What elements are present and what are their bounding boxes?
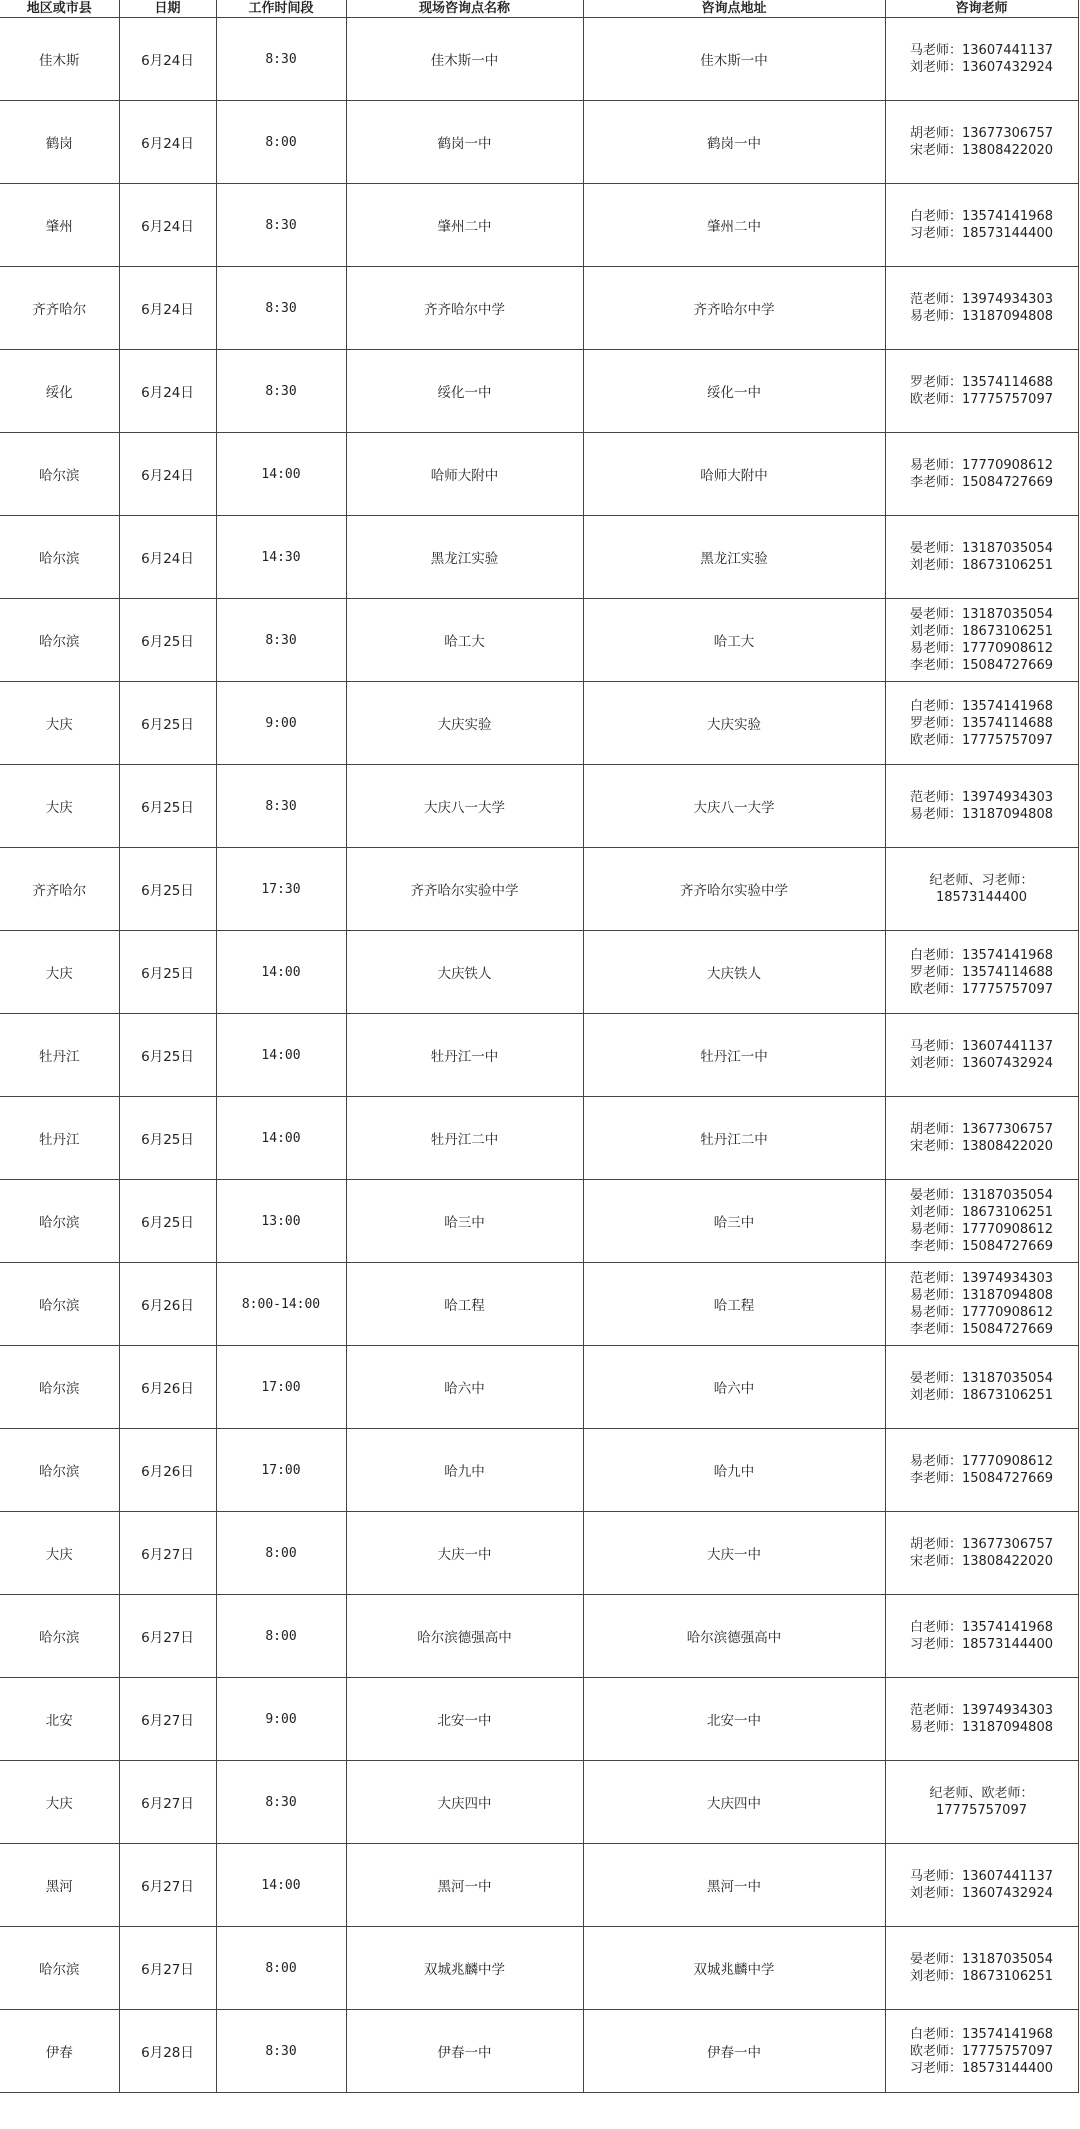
teacher-contact: 易老师：13187094808 — [910, 1288, 1053, 1303]
address-cell: 绥化一中 — [583, 350, 885, 433]
address-cell: 北安一中 — [583, 1678, 885, 1761]
teacher-contact: 易老师：13187094808 — [910, 309, 1053, 324]
teacher-contact: 李老师：15084727669 — [910, 1322, 1053, 1337]
date-cell: 6月25日 — [119, 1097, 216, 1180]
date-cell: 6月24日 — [119, 18, 216, 101]
date-cell: 6月25日 — [119, 848, 216, 931]
date-cell: 6月24日 — [119, 267, 216, 350]
site-name-cell: 牡丹江二中 — [346, 1097, 583, 1180]
date-cell: 6月24日 — [119, 350, 216, 433]
time-cell: 8:30 — [216, 184, 346, 267]
teachers-cell — [885, 516, 1078, 599]
teachers-cell — [885, 1927, 1078, 2010]
table-row — [0, 599, 1078, 682]
date-cell: 6月27日 — [119, 1761, 216, 1844]
teacher-contact: 宋老师：13808422020 — [910, 143, 1053, 158]
site-name-cell: 哈工大 — [346, 599, 583, 682]
region-cell: 牡丹江 — [0, 1014, 119, 1097]
date-cell: 6月25日 — [119, 931, 216, 1014]
teacher-contact: 18573144400 — [936, 890, 1027, 905]
region-cell: 大庆 — [0, 1512, 119, 1595]
time-cell: 17:00 — [216, 1346, 346, 1429]
table-row — [0, 1761, 1078, 1844]
site-name-cell: 哈师大附中 — [346, 433, 583, 516]
teacher-contact: 宋老师：13808422020 — [910, 1139, 1053, 1154]
address-cell: 牡丹江二中 — [583, 1097, 885, 1180]
address-cell: 大庆铁人 — [583, 931, 885, 1014]
date-cell: 6月27日 — [119, 1678, 216, 1761]
teachers-cell — [885, 1014, 1078, 1097]
site-name-cell: 北安一中 — [346, 1678, 583, 1761]
date-cell: 6月24日 — [119, 101, 216, 184]
teacher-contact: 易老师：17770908612 — [910, 641, 1053, 656]
table-row — [0, 267, 1078, 350]
time-cell: 14:00 — [216, 1014, 346, 1097]
time-cell: 8:00 — [216, 1512, 346, 1595]
teacher-contact: 刘老师：18673106251 — [910, 1969, 1053, 1984]
table-row — [0, 1927, 1078, 2010]
region-cell: 齐齐哈尔 — [0, 848, 119, 931]
teacher-contact: 晏老师：13187035054 — [910, 1952, 1053, 1967]
site-name-cell: 齐齐哈尔中学 — [346, 267, 583, 350]
table-row — [0, 101, 1078, 184]
address-cell: 佳木斯一中 — [583, 18, 885, 101]
teachers-cell — [885, 1678, 1078, 1761]
teacher-contact: 范老师：13974934303 — [910, 292, 1053, 307]
teacher-contact: 胡老师：13677306757 — [910, 1122, 1053, 1137]
time-cell: 8:30 — [216, 18, 346, 101]
teacher-contact: 习老师：18573144400 — [910, 2060, 1053, 2076]
site-name-cell: 黑河一中 — [346, 1844, 583, 1927]
teachers-cell — [885, 2010, 1078, 2093]
teacher-contact: 欧老师：17775757097 — [910, 2043, 1053, 2059]
time-cell: 8:00 — [216, 1595, 346, 1678]
teacher-contact: 马老师：13607441137 — [910, 1039, 1053, 1054]
teachers-cell — [885, 1844, 1078, 1927]
date-cell: 6月25日 — [119, 599, 216, 682]
time-cell: 14:30 — [216, 516, 346, 599]
teacher-contact: 范老师：13974934303 — [910, 1271, 1053, 1286]
teacher-contact: 刘老师：18673106251 — [910, 624, 1053, 639]
address-cell: 双城兆麟中学 — [583, 1927, 885, 2010]
table-row — [0, 765, 1078, 848]
table-row — [0, 682, 1078, 765]
address-cell: 齐齐哈尔中学 — [583, 267, 885, 350]
teachers-cell — [885, 599, 1078, 682]
address-cell: 黑河一中 — [583, 1844, 885, 1927]
teachers-cell — [885, 1097, 1078, 1180]
teachers-cell — [885, 184, 1078, 267]
date-cell: 6月26日 — [119, 1346, 216, 1429]
address-cell: 哈工程 — [583, 1263, 885, 1346]
region-cell: 哈尔滨 — [0, 1927, 119, 2010]
teacher-contact: 李老师：15084727669 — [910, 658, 1053, 673]
header-time: 工作时间段 — [216, 0, 346, 18]
teacher-contact: 欧老师：17775757097 — [910, 981, 1053, 997]
region-cell: 哈尔滨 — [0, 1180, 119, 1263]
site-name-cell: 大庆八一大学 — [346, 765, 583, 848]
time-cell: 8:30 — [216, 2010, 346, 2093]
teacher-contact: 晏老师：13187035054 — [910, 607, 1053, 622]
date-cell: 6月24日 — [119, 184, 216, 267]
table-row — [0, 350, 1078, 433]
teacher-contact: 刘老师：18673106251 — [910, 1388, 1053, 1403]
header-date: 日期 — [119, 0, 216, 18]
region-cell: 大庆 — [0, 1761, 119, 1844]
table-row — [0, 1346, 1078, 1429]
teacher-contact: 胡老师：13677306757 — [910, 126, 1053, 141]
region-cell: 牡丹江 — [0, 1097, 119, 1180]
header-teachers: 咨询老师 — [885, 0, 1078, 18]
date-cell: 6月26日 — [119, 1263, 216, 1346]
teachers-cell — [885, 765, 1078, 848]
site-name-cell: 哈工程 — [346, 1263, 583, 1346]
time-cell: 9:00 — [216, 1678, 346, 1761]
teachers-cell — [885, 1429, 1078, 1512]
teachers-cell — [885, 682, 1078, 765]
table-row — [0, 18, 1078, 101]
region-cell: 伊春 — [0, 2010, 119, 2093]
date-cell: 6月25日 — [119, 765, 216, 848]
date-cell: 6月25日 — [119, 1180, 216, 1263]
time-cell: 14:00 — [216, 931, 346, 1014]
teacher-contact: 习老师：18573144400 — [910, 1637, 1053, 1652]
teachers-cell — [885, 18, 1078, 101]
address-cell: 哈尔滨德强高中 — [583, 1595, 885, 1678]
table-row — [0, 1097, 1078, 1180]
table-row — [0, 184, 1078, 267]
region-cell: 绥化 — [0, 350, 119, 433]
table-row — [0, 1512, 1078, 1595]
teacher-contact: 白老师：13574141968 — [910, 947, 1053, 963]
time-cell: 14:00 — [216, 1844, 346, 1927]
time-cell: 8:30 — [216, 599, 346, 682]
site-name-cell: 双城兆麟中学 — [346, 1927, 583, 2010]
site-name-cell: 大庆四中 — [346, 1761, 583, 1844]
region-cell: 大庆 — [0, 765, 119, 848]
site-name-cell: 大庆实验 — [346, 682, 583, 765]
table-row — [0, 1263, 1078, 1346]
teachers-cell — [885, 1180, 1078, 1263]
date-cell: 6月27日 — [119, 1595, 216, 1678]
address-cell: 齐齐哈尔实验中学 — [583, 848, 885, 931]
site-name-cell: 牡丹江一中 — [346, 1014, 583, 1097]
header-address: 咨询点地址 — [583, 0, 885, 18]
teacher-contact: 胡老师：13677306757 — [910, 1537, 1053, 1552]
address-cell: 哈工大 — [583, 599, 885, 682]
region-cell: 黑河 — [0, 1844, 119, 1927]
address-cell: 哈三中 — [583, 1180, 885, 1263]
teacher-contact: 晏老师：13187035054 — [910, 1371, 1053, 1386]
date-cell: 6月24日 — [119, 433, 216, 516]
table-row — [0, 931, 1078, 1014]
time-cell: 17:30 — [216, 848, 346, 931]
region-cell: 哈尔滨 — [0, 1595, 119, 1678]
teacher-contact: 罗老师：13574114688 — [910, 715, 1053, 731]
time-cell: 8:00 — [216, 101, 346, 184]
teacher-contact: 晏老师：13187035054 — [910, 1188, 1053, 1203]
teacher-contact: 马老师：13607441137 — [910, 1869, 1053, 1884]
table-row — [0, 1180, 1078, 1263]
region-cell: 哈尔滨 — [0, 433, 119, 516]
teacher-contact: 欧老师：17775757097 — [910, 392, 1053, 407]
site-name-cell: 哈六中 — [346, 1346, 583, 1429]
teachers-cell — [885, 1761, 1078, 1844]
time-cell: 8:30 — [216, 765, 346, 848]
teacher-contact: 17775757097 — [936, 1803, 1027, 1818]
teacher-contact: 易老师：17770908612 — [910, 458, 1053, 473]
teacher-contact: 范老师：13974934303 — [910, 1703, 1053, 1718]
region-cell: 肇州 — [0, 184, 119, 267]
time-cell: 13:00 — [216, 1180, 346, 1263]
teachers-cell — [885, 350, 1078, 433]
site-name-cell: 伊春一中 — [346, 2010, 583, 2093]
table-row — [0, 516, 1078, 599]
region-cell: 鹤岗 — [0, 101, 119, 184]
address-cell: 哈九中 — [583, 1429, 885, 1512]
teacher-contact: 易老师：13187094808 — [910, 807, 1053, 822]
site-name-cell: 绥化一中 — [346, 350, 583, 433]
teacher-contact: 罗老师：13574114688 — [910, 375, 1053, 390]
table-row — [0, 433, 1078, 516]
table-row — [0, 1844, 1078, 1927]
teacher-contact: 罗老师：13574114688 — [910, 964, 1053, 980]
header-region: 地区或市县 — [0, 0, 119, 18]
teacher-contact: 刘老师：13607432924 — [910, 1056, 1053, 1071]
region-cell: 北安 — [0, 1678, 119, 1761]
time-cell: 8:00 — [216, 1927, 346, 2010]
date-cell: 6月25日 — [119, 1014, 216, 1097]
region-cell: 大庆 — [0, 931, 119, 1014]
time-cell: 8:00-14:00 — [216, 1263, 346, 1346]
region-cell: 哈尔滨 — [0, 1263, 119, 1346]
site-name-cell: 哈九中 — [346, 1429, 583, 1512]
teacher-contact: 刘老师：13607432924 — [910, 1886, 1053, 1901]
teacher-contact: 纪老师、欧老师： — [929, 1786, 1034, 1801]
teacher-contact: 白老师：13574141968 — [910, 2026, 1053, 2042]
site-name-cell: 肇州二中 — [346, 184, 583, 267]
header-row — [0, 0, 1078, 18]
table-row — [0, 1595, 1078, 1678]
teacher-contact: 易老师：17770908612 — [910, 1454, 1053, 1469]
teacher-contact: 李老师：15084727669 — [910, 1239, 1053, 1254]
region-cell: 哈尔滨 — [0, 599, 119, 682]
address-cell: 哈师大附中 — [583, 433, 885, 516]
teachers-cell — [885, 1512, 1078, 1595]
address-cell: 大庆四中 — [583, 1761, 885, 1844]
address-cell: 大庆一中 — [583, 1512, 885, 1595]
teachers-cell — [885, 1346, 1078, 1429]
teacher-contact: 白老师：13574141968 — [910, 698, 1053, 714]
site-name-cell: 大庆铁人 — [346, 931, 583, 1014]
region-cell: 齐齐哈尔 — [0, 267, 119, 350]
teacher-contact: 晏老师：13187035054 — [910, 541, 1053, 556]
time-cell: 14:00 — [216, 1097, 346, 1180]
time-cell: 8:30 — [216, 350, 346, 433]
teachers-cell — [885, 433, 1078, 516]
region-cell: 哈尔滨 — [0, 1346, 119, 1429]
site-name-cell: 黑龙江实验 — [346, 516, 583, 599]
teacher-contact: 易老师：17770908612 — [910, 1305, 1053, 1320]
address-cell: 鹤岗一中 — [583, 101, 885, 184]
site-name-cell: 大庆一中 — [346, 1512, 583, 1595]
date-cell: 6月27日 — [119, 1844, 216, 1927]
region-cell: 大庆 — [0, 682, 119, 765]
teachers-cell — [885, 1595, 1078, 1678]
teacher-contact: 马老师：13607441137 — [910, 43, 1053, 58]
address-cell: 哈六中 — [583, 1346, 885, 1429]
site-name-cell: 哈尔滨德强高中 — [346, 1595, 583, 1678]
address-cell: 大庆八一大学 — [583, 765, 885, 848]
address-cell: 伊春一中 — [583, 2010, 885, 2093]
time-cell: 14:00 — [216, 433, 346, 516]
table-row — [0, 1678, 1078, 1761]
region-cell: 哈尔滨 — [0, 1429, 119, 1512]
teacher-contact: 李老师：15084727669 — [910, 1471, 1053, 1486]
date-cell: 6月28日 — [119, 2010, 216, 2093]
site-name-cell: 哈三中 — [346, 1180, 583, 1263]
address-cell: 牡丹江一中 — [583, 1014, 885, 1097]
time-cell: 17:00 — [216, 1429, 346, 1512]
teacher-contact: 白老师：13574141968 — [910, 1620, 1053, 1635]
time-cell: 8:30 — [216, 1761, 346, 1844]
table-row — [0, 1014, 1078, 1097]
teacher-contact: 刘老师：18673106251 — [910, 1205, 1053, 1220]
teacher-contact: 刘老师：13607432924 — [910, 60, 1053, 75]
time-cell: 8:30 — [216, 267, 346, 350]
teachers-cell — [885, 1263, 1078, 1346]
teachers-cell — [885, 848, 1078, 931]
table-row — [0, 1429, 1078, 1512]
teacher-contact: 纪老师、习老师： — [929, 873, 1034, 888]
teacher-contact: 易老师：13187094808 — [910, 1720, 1053, 1735]
date-cell: 6月25日 — [119, 682, 216, 765]
site-name-cell: 齐齐哈尔实验中学 — [346, 848, 583, 931]
date-cell: 6月24日 — [119, 516, 216, 599]
teacher-contact: 范老师：13974934303 — [910, 790, 1053, 805]
address-cell: 大庆实验 — [583, 682, 885, 765]
teacher-contact: 刘老师：18673106251 — [910, 558, 1053, 573]
region-cell: 佳木斯 — [0, 18, 119, 101]
teachers-cell — [885, 101, 1078, 184]
header-site: 现场咨询点名称 — [346, 0, 583, 18]
teachers-cell — [885, 931, 1078, 1014]
date-cell: 6月27日 — [119, 1512, 216, 1595]
teacher-contact: 习老师：18573144400 — [910, 226, 1053, 241]
region-cell: 哈尔滨 — [0, 516, 119, 599]
teacher-contact: 白老师：13574141968 — [910, 209, 1053, 224]
table-row — [0, 2010, 1078, 2093]
site-name-cell: 鹤岗一中 — [346, 101, 583, 184]
table-row — [0, 848, 1078, 931]
teacher-contact: 李老师：15084727669 — [910, 475, 1053, 490]
site-name-cell: 佳木斯一中 — [346, 18, 583, 101]
teacher-contact: 宋老师：13808422020 — [910, 1554, 1053, 1569]
address-cell: 黑龙江实验 — [583, 516, 885, 599]
teacher-contact: 易老师：17770908612 — [910, 1222, 1053, 1237]
time-cell: 9:00 — [216, 682, 346, 765]
address-cell: 肇州二中 — [583, 184, 885, 267]
date-cell: 6月26日 — [119, 1429, 216, 1512]
teachers-cell — [885, 267, 1078, 350]
date-cell: 6月27日 — [119, 1927, 216, 2010]
teacher-contact: 欧老师：17775757097 — [910, 732, 1053, 748]
